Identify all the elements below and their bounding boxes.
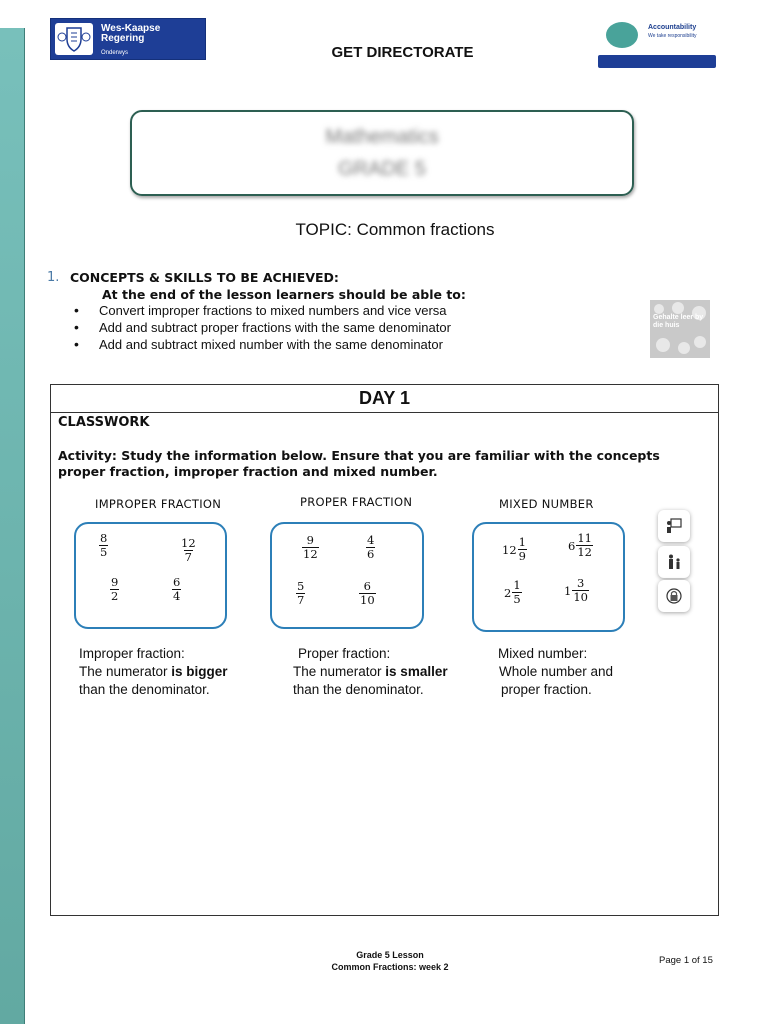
improper-fraction-heading: IMPROPER FRACTION	[95, 497, 222, 511]
day-title: DAY 1	[51, 385, 718, 413]
proper-fraction-heading: PROPER FRACTION	[300, 495, 413, 509]
fraction: $\frac{9}{2}$	[111, 575, 119, 603]
mixed-number: 2 $\frac{1}{5}$	[504, 578, 521, 606]
section-intro: At the end of the lesson learners should be able to:	[102, 287, 466, 302]
badge-text: Gehalte leer by die huis	[653, 314, 704, 329]
section-number: 1.	[47, 270, 60, 285]
mixed-number-heading: MIXED NUMBER	[499, 497, 594, 511]
mixed-number-description: Mixed number: Whole number and proper fraction.	[498, 646, 614, 697]
fraction: $\frac{12}{7}$	[181, 536, 196, 564]
fraction: $\frac{6}{4}$	[173, 575, 181, 603]
presentation-icon[interactable]	[658, 510, 690, 542]
mixed-number-box	[472, 522, 625, 632]
coat-of-arms-icon	[55, 23, 93, 55]
accountability-subtitle: We take responsibility	[648, 33, 697, 39]
page-header-title: GET DIRECTORATE	[331, 44, 474, 61]
mixed-number: 12 $\frac{1}{9}$	[502, 535, 526, 563]
fraction: $\frac{4}{6}$	[367, 533, 375, 561]
activity-instructions: Activity: Study the information below. Ensure that you are familiar with the concepts proper fraction, improper fraction and mixed number.	[58, 448, 660, 479]
wes-kaapse-regering-logo	[50, 18, 206, 60]
skills-list	[72, 302, 451, 353]
quality-learning-badge	[650, 300, 710, 358]
day-1-table	[50, 384, 719, 916]
logo-line-1: Wes-Kaapse	[101, 23, 161, 34]
footer-line-1: Grade 5 Lesson	[356, 950, 424, 960]
family-icon[interactable]	[658, 546, 690, 578]
fraction: $\frac{6}{10}$	[360, 579, 375, 607]
list-item: • Add and subtract proper fractions with the same denominator	[72, 319, 451, 336]
fraction: $\frac{8}{5}$	[100, 531, 108, 559]
proper-fraction-description: Proper fraction: The numerator is smaller than the denominator.	[293, 646, 448, 697]
logo-line-3: Onderwys	[101, 50, 129, 56]
accountability-title: Accountability	[648, 24, 697, 31]
lock-icon[interactable]	[658, 580, 690, 612]
hand-icon	[606, 22, 638, 48]
grade-label: GRADE 5	[338, 158, 426, 180]
improper-fraction-description: Improper fraction: The numerator is bigger than the denominator.	[79, 646, 228, 697]
mixed-number: 1 $\frac{3}{10}$	[564, 576, 588, 604]
accountability-logo	[596, 20, 718, 70]
logo-band	[598, 55, 716, 68]
list-item: • Add and subtract mixed number with the same denominator	[72, 336, 451, 353]
side-accent-bar	[0, 28, 25, 1024]
mixed-number: 6 $\frac{11}{12}$	[568, 531, 592, 559]
list-item: • Convert improper fractions to mixed numbers and vice versa	[72, 302, 451, 319]
subject-box	[130, 110, 634, 196]
footer-line-2: Common Fractions: week 2	[331, 962, 449, 972]
proper-fraction-box	[270, 522, 424, 629]
fraction: $\frac{9}{12}$	[303, 533, 318, 561]
classwork-label: CLASSWORK	[58, 415, 150, 430]
topic-heading: TOPIC: Common fractions	[295, 220, 495, 239]
fraction: $\frac{5}{7}$	[297, 579, 305, 607]
page-footer	[280, 949, 500, 973]
logo-line-2: Regering	[101, 33, 145, 44]
section-title: CONCEPTS & SKILLS TO BE ACHIEVED:	[70, 270, 339, 285]
improper-fraction-box	[74, 522, 227, 629]
subject-name: Mathematics	[325, 126, 439, 148]
page-number: Page 1 of 15	[659, 955, 713, 966]
